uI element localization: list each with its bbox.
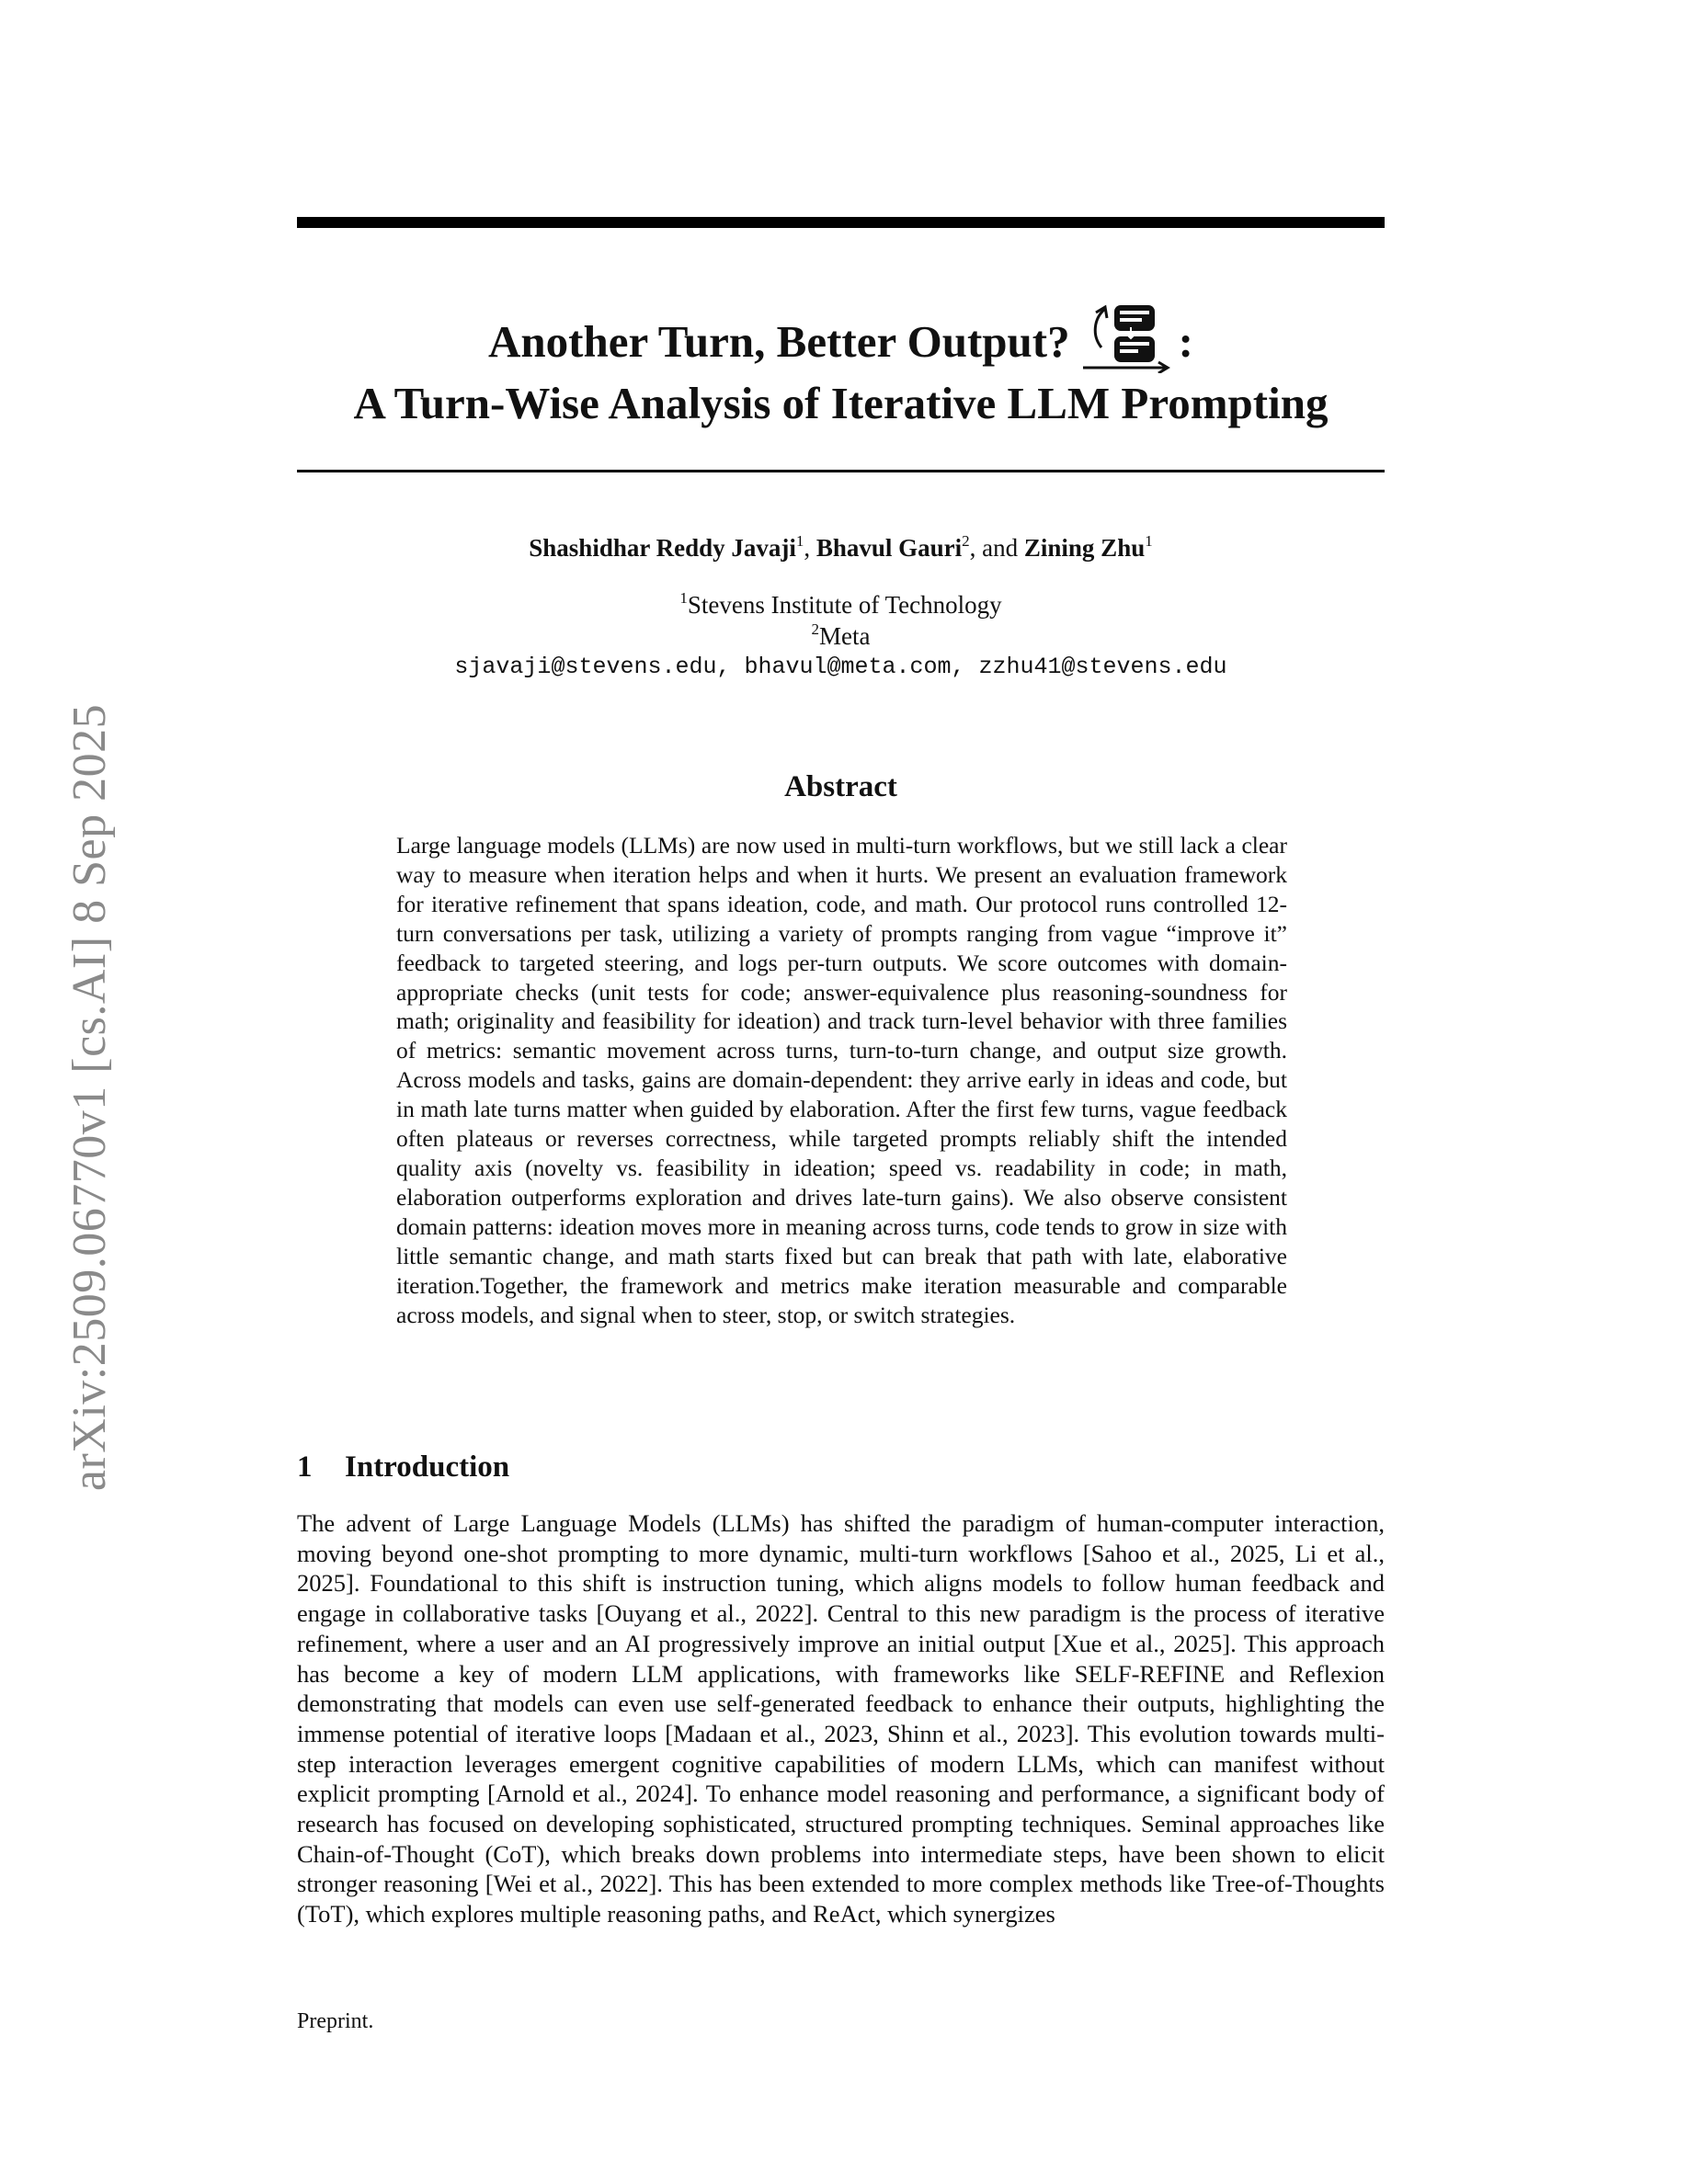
title-line-1 bbox=[297, 300, 1385, 373]
iterative-loop-icon bbox=[1079, 300, 1179, 373]
section-title: Introduction bbox=[345, 1450, 510, 1484]
title-bottom-rule bbox=[297, 470, 1385, 472]
author-separator: , and bbox=[969, 534, 1024, 562]
author-name: Bhavul Gauri bbox=[815, 534, 963, 562]
affiliation-name: Meta bbox=[819, 622, 871, 650]
affiliation-mark: 2 bbox=[811, 620, 819, 638]
affiliation-line bbox=[297, 620, 1385, 652]
author-list bbox=[297, 529, 1385, 566]
arxiv-identifier-stamp: arXiv:2509.06770v1 [cs.AI] 8 Sep 2025 bbox=[63, 703, 116, 1492]
author-affiliation-mark: 1 bbox=[795, 532, 804, 550]
affiliations bbox=[297, 589, 1385, 683]
author-emails: sjavaji@stevens.edu, bhavul@meta.com, zzhu41@stevens.edu bbox=[454, 654, 1227, 680]
author-name: Zining Zhu bbox=[1023, 534, 1146, 562]
preprint-footer: Preprint. bbox=[297, 2009, 374, 2033]
abstract-heading: Abstract bbox=[784, 770, 897, 803]
section-number: 1 bbox=[297, 1450, 313, 1484]
title-line-1-suffix: : bbox=[1178, 316, 1193, 367]
author-separator: , bbox=[804, 534, 816, 562]
section-heading-introduction bbox=[297, 1449, 1385, 1485]
introduction-paragraph: The advent of Large Language Models (LLMs) has shifted the paradigm of human-computer interaction, moving beyond one-shot prompting to more dynamic, multi-turn workflows [Sahoo et al., 2025, Li et al., 2025]. Foundational to this shift is instruction tuning, which aligns models to follow human feedback and engage in collaborative tasks [Ouyang et al., 2022]. Central to this new paradigm is the process of iterative refinement, where a user and an AI progressively improve an initial output [Xue et al., 2025]. This approach has become a key of modern LLM applications, with frameworks like SELF-REFINE and Reflexion demonstrating that models can even use self-generated feedback to enhance their outputs, highlighting the immense potential of iterative loops [Madaan et al., 2023, Shinn et al., 2023]. This evolution towards multi-step interaction leverages emergent cognitive capabilities of modern LLMs, which can manifest without explicit prompting [Arnold et al., 2024]. To enhance model reasoning and performance, a significant body of research has focused on developing sophisticated, structured prompting techniques. Seminal approaches like Chain-of-Thought (CoT), which breaks down problems into intermediate steps, have been shown to elicit stronger reasoning [Wei et al., 2022]. This has been extended to more complex methods like Tree-of-Thoughts (ToT), which explores multiple reasoning paths, and ReAct, which synergizes bbox=[297, 1509, 1385, 1928]
affiliation-name: Stevens Institute of Technology bbox=[687, 591, 1002, 619]
author-name: Shashidhar Reddy Javaji bbox=[529, 534, 796, 562]
affiliation-mark: 1 bbox=[679, 589, 688, 607]
title-line-1-text: Another Turn, Better Output? bbox=[488, 316, 1070, 367]
author-affiliation-mark: 2 bbox=[962, 532, 970, 550]
affiliation-line bbox=[297, 589, 1385, 620]
title-line-2: A Turn-Wise Analysis of Iterative LLM Prompting bbox=[353, 378, 1329, 428]
paper-title bbox=[297, 300, 1385, 434]
abstract-text: Large language models (LLMs) are now used in multi-turn workflows, but we still lack a clear way to measure when iteration helps and when it hurts. We present an evaluation framework for iterative refinement that spans ideation, code, and math. Our protocol runs controlled 12-turn conversations per task, utilizing a variety of prompts ranging from vague “improve it” feedback to targeted steering, and logs per-turn outputs. We score outcomes with domain-appropriate checks (unit tests for code; answer-equivalence plus reasoning-soundness for math; originality and feasibility for ideation) and track turn-level behavior with three families of metrics: semantic movement across turns, turn-to-turn change, and output size growth. Across models and tasks, gains are domain-dependent: they arrive early in ideas and code, but in math late turns matter when guided by elaboration. After the first few turns, vague feedback often plateaus or reverses correctness, while targeted prompts reliably shift the intended quality axis (novelty vs. feasibility in ideation; speed vs. readability in code; in math, elaboration outperforms exploration and drives late-turn gains). We also observe consistent domain patterns: ideation moves more in meaning across turns, code tends to grow in size with little semantic change, and math starts fixed but can break that path with late, elaborative iteration.Together, the framework and metrics make iteration measurable and comparable across models, and signal when to steer, stop, or switch strategies. bbox=[396, 832, 1287, 1328]
title-top-rule bbox=[297, 217, 1385, 228]
author-affiliation-mark: 1 bbox=[1145, 532, 1153, 550]
